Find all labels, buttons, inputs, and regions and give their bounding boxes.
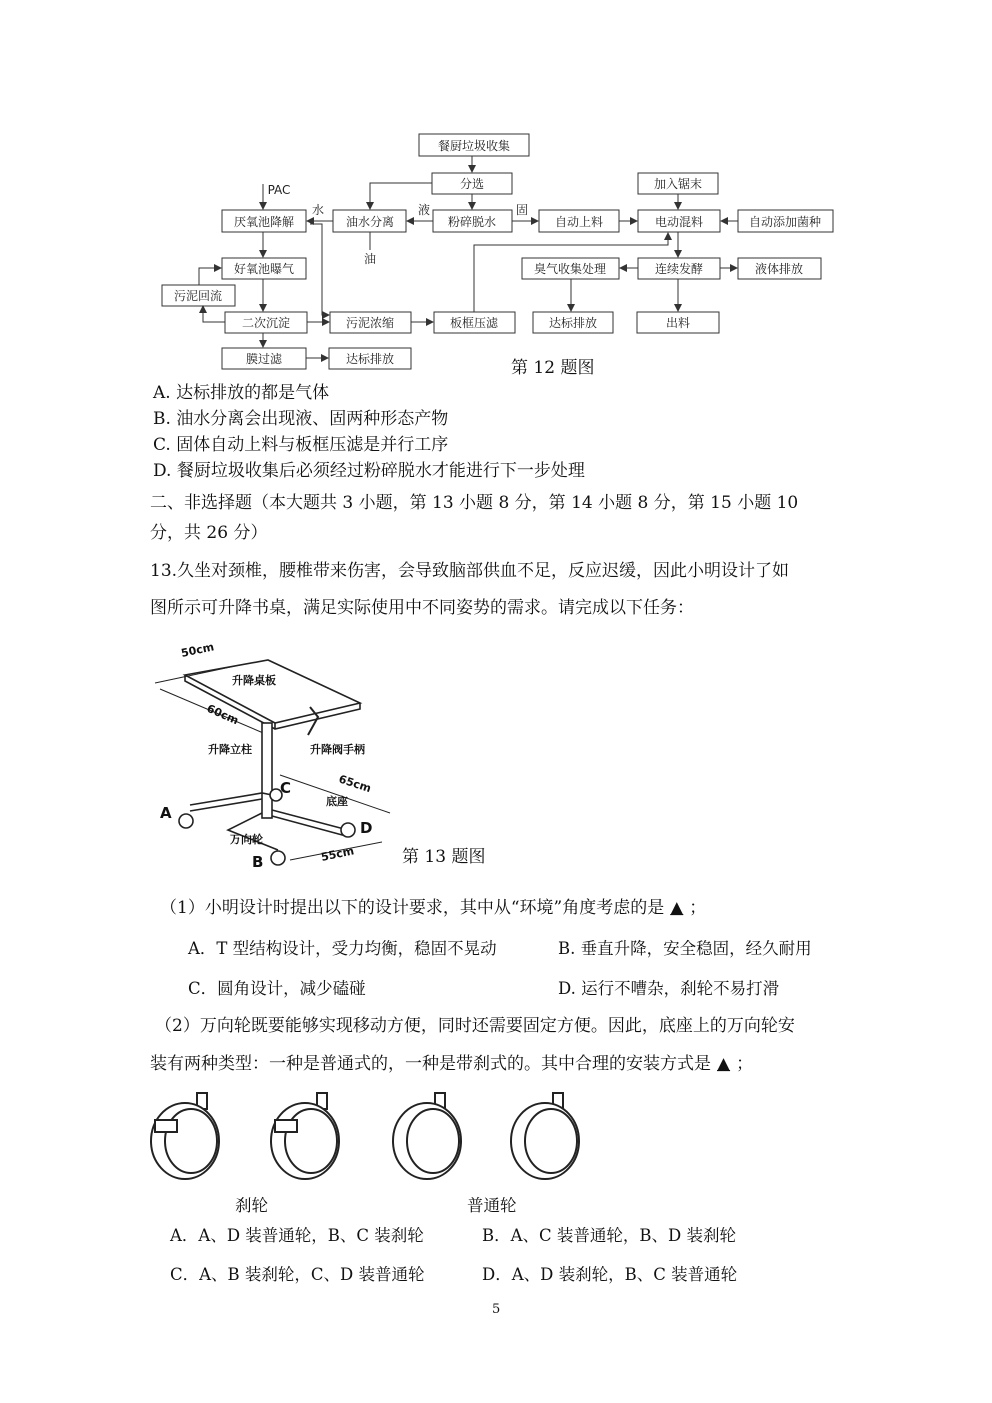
q13-sub1-option-c: C．圆角设计，减少磕碰 [188,979,366,998]
box-liquid: 液体排放 [754,262,804,276]
point-c: C [280,779,292,797]
q12-option-b: B. 油水分离会出现液、固两种形态产物 [153,409,449,429]
q13-sub1-end: ； [689,898,707,918]
q13-sub2-option-c: C．A、B 装刹轮，C、D 装普通轮 [170,1265,425,1284]
box-std2: 达标排放 [345,352,395,366]
label-handle: 升降阀手柄 [310,743,365,756]
q13-sub2-option-b: B．A、C 装普通轮，B、D 装刹轮 [482,1226,737,1245]
casters-figure [145,1085,595,1195]
brake-caster-icon-2 [271,1093,339,1179]
q12-option-c: C. 固体自动上料与板框压滤是并行工序 [153,435,449,455]
box-auto-bacteria: 自动添加菌种 [748,215,822,229]
q13-sub2-text: 装有两种类型：一种是普通式的，一种是带刹式的。其中合理的安装方式是 [150,1054,711,1074]
box-return: 污泥回流 [173,289,223,303]
dim-base1: 65cm [337,772,373,796]
q13-caption: 第 13 题图 [402,847,486,867]
q13-stem-line2: 图所示可升降书桌，满足实际使用中不同姿势的需求。请完成以下任务： [150,598,694,618]
label-pac: PAC [267,183,291,197]
label-base: 底座 [326,795,348,808]
q13-stem-line1: 13.久坐对颈椎，腰椎带来伤害，会导致脑部供血不足，反应迟缓，因此小明设计了如 [150,561,790,581]
box-auto-feed: 自动上料 [554,215,604,229]
q12-option-a: A. 达标排放的都是气体 [153,383,330,403]
brake-caster-icon [151,1093,219,1179]
q13-sub2-line1: （2）万向轮既要能够实现移动方便，同时还需要固定方便。因此，底座上的万向轮安 [155,1016,795,1036]
box-secondary: 二次沉淀 [241,316,291,330]
q13-sub1-option-a: A．T 型结构设计，受力均衡，稳固不晃动 [188,939,497,958]
box-crush: 粉碎脱水 [447,215,497,229]
q13-sub2-option-d: D．A、D 装刹轮，B、C 装普通轮 [482,1265,738,1284]
box-sort: 分选 [459,177,485,191]
box-oil-water: 油水分离 [345,215,395,229]
box-mix: 电动混料 [654,215,704,229]
box-aerobic: 好氧池曝气 [233,262,295,276]
box-collect: 餐厨垃圾收集 [437,139,511,153]
q13-sub1-stem [160,897,706,919]
section2-heading: 二、非选择题（本大题共 3 小题，第 13 小题 8 分，第 14 小题 8 分，第 15 小题 10 [150,493,799,513]
q13-sub1-blank[interactable]: ▲ [670,898,684,918]
box-anaerobic: 厌氧池降解 [233,215,295,229]
normal-wheel-label: 普通轮 [467,1196,517,1215]
label-board: 升降桌板 [232,674,276,687]
q12-flow-diagram [0,0,992,380]
point-d: D [360,819,373,837]
q13-sub2-blank[interactable]: ▲ [717,1054,731,1074]
desk-figure [150,635,400,875]
dim-side: 60cm [204,701,241,728]
label-water: 水 [311,203,325,217]
point-a: A [160,804,172,822]
dim-top: 50cm [179,640,216,660]
label-oil: 油 [363,252,377,266]
box-discharge: 出料 [665,316,691,330]
q12-caption: 第 12 题图 [511,358,595,378]
label-wheel: 万向轮 [230,833,263,846]
q13-sub1-option-d: D. 运行不嘈杂，刹轮不易打滑 [558,979,780,998]
label-column: 升降立柱 [208,743,252,756]
label-solid: 固 [515,203,529,217]
box-press: 板框压滤 [449,316,499,330]
box-thicken: 污泥浓缩 [345,316,395,330]
q12-option-d: D. 餐厨垃圾收集后必须经过粉碎脱水才能进行下一步处理 [153,461,585,481]
q13-sub2-line2 [150,1053,753,1075]
q13-sub1-text: （1）小明设计时提出以下的设计要求，其中从“环境”角度考虑的是 [160,898,665,918]
dim-base2: 55cm [319,844,356,864]
q13-sub2-end: ； [736,1054,754,1074]
q13-sub1-option-b: B. 垂直升降，安全稳固，经久耐用 [558,939,812,958]
page-number: 5 [492,1302,501,1317]
box-membrane: 膜过滤 [245,352,283,366]
normal-caster-icon-2 [511,1093,579,1179]
box-odor: 臭气收集处理 [533,262,607,276]
box-std1: 达标排放 [548,316,598,330]
box-ferment: 连续发酵 [654,262,704,276]
q13-sub2-option-a: A．A、D 装普通轮，B、C 装刹轮 [170,1226,424,1245]
point-b: B [252,853,264,871]
brake-wheel-label: 刹轮 [235,1196,268,1215]
normal-caster-icon [393,1093,461,1179]
section2-heading-cont: 分，共 26 分） [150,523,268,543]
box-add-sawdust: 加入锯末 [653,177,703,191]
label-liquid: 液 [417,203,431,217]
